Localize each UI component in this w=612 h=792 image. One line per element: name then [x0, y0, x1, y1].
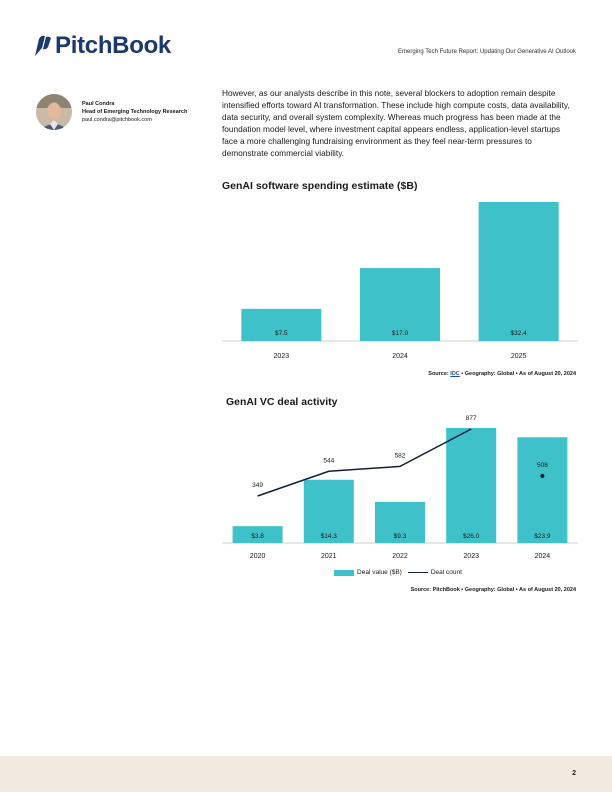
- chart-2-source: Source: PitchBook • Geography: Global • As of August 20, 2024: [410, 587, 576, 593]
- pitchbook-leaf-icon: [32, 35, 52, 57]
- chart-2-vc-deal-activity: [222, 412, 578, 564]
- chart-1-bar-label-2024: $17.0: [391, 330, 409, 337]
- chart-2-bar-label-2021: $14.3: [320, 533, 337, 540]
- report-title: Emerging Tech Future Report: Updating Our Generative AI Outlook: [398, 49, 576, 55]
- page-number: 2: [572, 770, 576, 777]
- chart-2-title: GenAI VC deal activity: [226, 396, 338, 408]
- chart-1-software-spending: [222, 196, 578, 366]
- chart-2-bar-label-2022: $9.3: [393, 533, 407, 540]
- chart-1-bar-2025: [479, 202, 559, 341]
- chart-1-source-suffix: • Geography: Global • As of August 20, 2024: [459, 371, 576, 377]
- chart-2-x-tick-2023: 2023: [463, 553, 479, 560]
- chart-2-bar-2024: [517, 437, 567, 543]
- chart-1-bar-label-2023: $7.5: [275, 330, 288, 337]
- chart-1-source: [428, 371, 576, 377]
- chart-2-legend: [222, 569, 574, 576]
- chart-2-bar-label-2023: $26.0: [463, 533, 480, 540]
- pitchbook-logo: [32, 32, 171, 60]
- chart-2-count-label-2020: 349: [252, 482, 264, 489]
- chart-2-x-tick-2021: 2021: [321, 553, 337, 560]
- chart-1-source-link[interactable]: IDC: [450, 371, 460, 377]
- chart-1-source-prefix: Source:: [428, 371, 451, 377]
- chart-2-x-tick-2022: 2022: [392, 553, 408, 560]
- chart-2-deal-count-line: [258, 429, 472, 496]
- chart-1-title: GenAI software spending estimate ($B): [222, 180, 418, 192]
- avatar-image: [36, 94, 72, 130]
- author-name: Paul Condra: [82, 101, 115, 107]
- legend-label-deal-value: Deal value ($B): [357, 569, 402, 576]
- chart-1-x-tick-2025: 2025: [510, 353, 527, 360]
- chart-2-x-tick-2020: 2020: [249, 553, 266, 560]
- author-role: Head of Emerging Technology Research: [82, 109, 188, 115]
- chart-1-bar-label-2025: $32.4: [510, 330, 527, 337]
- legend-label-deal-count: Deal count: [430, 569, 462, 576]
- chart-2-count-label-2024: 508: [536, 461, 548, 469]
- footer-band: [0, 756, 612, 792]
- intro-paragraph: However, as our analysts describe in this note, several blockers to adoption remain despite intensified efforts toward AI transformation. These include high compute costs, data availability, data security, and overall system complexity. Whereas much progress has been made at the foundation model level, where investment capital appears endless, application-level startups face a more challenging fundraising environment as they feel near-term pressures to demonstrate commercial viability.: [222, 88, 570, 158]
- chart-1-x-tick-2023: 2023: [273, 353, 290, 360]
- chart-2-bar-label-2020: $3.8: [251, 533, 264, 540]
- legend-swatch-deal-count: [408, 572, 428, 573]
- author-avatar: [36, 94, 72, 130]
- author-block: [36, 94, 187, 130]
- brand-name: PitchBook: [55, 32, 171, 59]
- chart-2-x-tick-2024: 2024: [534, 553, 551, 560]
- chart-1-x-tick-2024: 2024: [392, 353, 408, 360]
- author-email[interactable]: paul.condra@pitchbook.com: [82, 117, 152, 123]
- chart-2-deal-count-point-2024: [540, 474, 544, 478]
- chart-2-bar-2023: [446, 428, 496, 543]
- chart-2-count-label-2022: 582: [394, 452, 406, 460]
- chart-2-bar-label-2024: $23.9: [534, 533, 551, 540]
- chart-2-count-label-2023: 877: [465, 415, 477, 422]
- legend-swatch-deal-value: [334, 570, 354, 576]
- chart-2-count-label-2021: 544: [323, 457, 335, 465]
